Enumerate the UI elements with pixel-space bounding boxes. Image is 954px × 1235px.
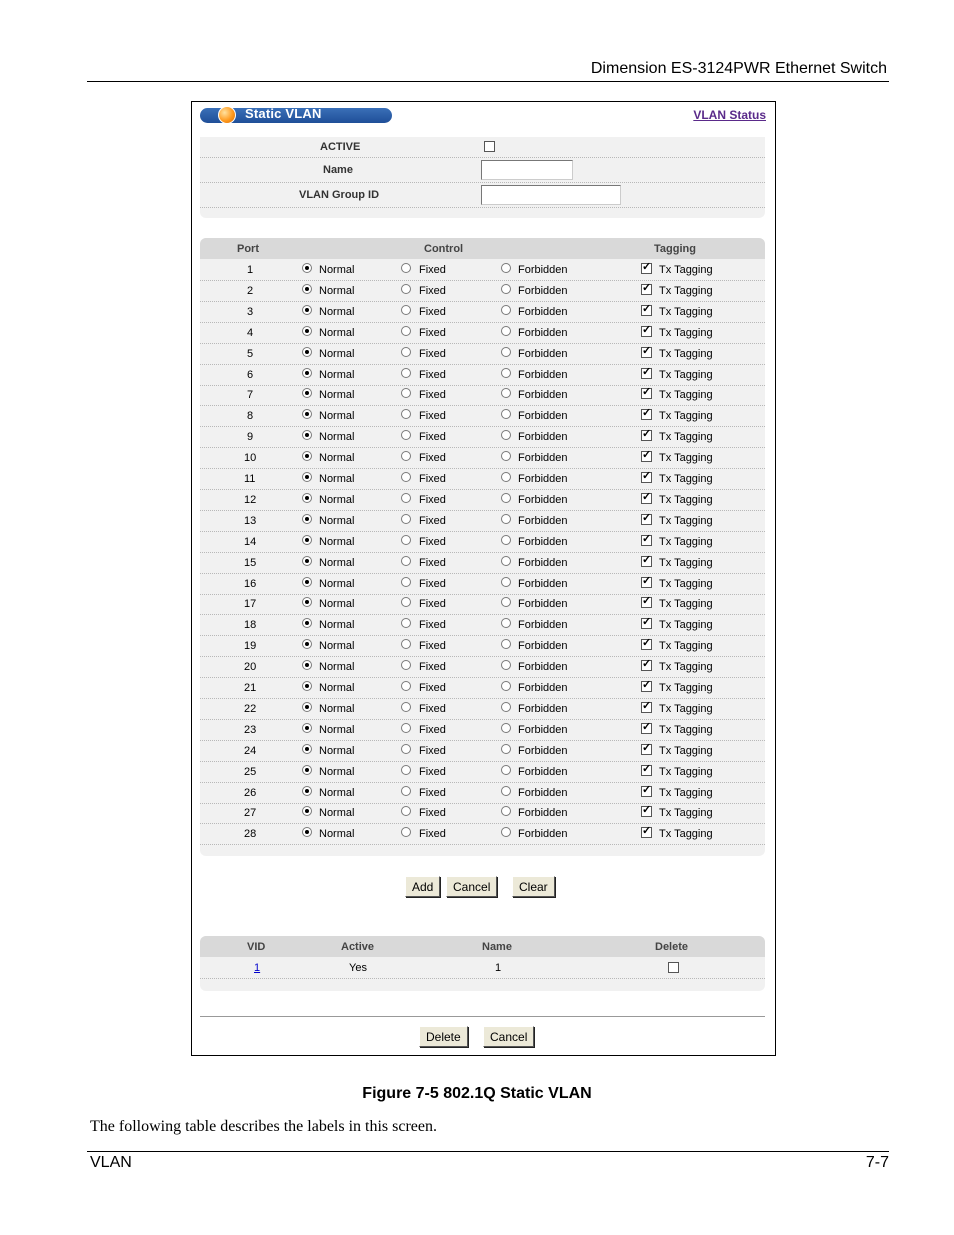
tx-tagging-label: Tx Tagging [659, 452, 713, 465]
form-row-active [200, 137, 765, 158]
name-value: 1 [495, 962, 502, 974]
control-normal-label: Normal [319, 786, 355, 799]
control-forbidden-label: Forbidden [518, 493, 568, 506]
tx-tagging-checkbox[interactable] [641, 660, 652, 671]
control-fixed-label: Fixed [419, 473, 446, 485]
control-normal-label: Normal [319, 807, 355, 820]
tx-tagging-label: Tx Tagging [659, 556, 713, 569]
tx-tagging-label: Tx Tagging [659, 598, 713, 611]
panel-title: Static VLAN [245, 106, 322, 121]
tx-tagging-checkbox[interactable] [641, 388, 652, 399]
tx-tagging-checkbox[interactable] [641, 284, 652, 295]
tx-tagging-checkbox[interactable] [641, 765, 652, 776]
control-fixed-label: Fixed [419, 535, 446, 548]
port-number: 26 [244, 786, 257, 799]
control-forbidden-radio[interactable] [501, 305, 511, 315]
port-number: 8 [247, 410, 254, 423]
control-forbidden-radio[interactable] [501, 368, 511, 378]
name-input[interactable] [481, 160, 573, 180]
header-rule [87, 81, 889, 82]
active-value: Yes [349, 962, 367, 974]
tx-tagging-label: Tx Tagging [659, 347, 713, 360]
port-number: 11 [244, 473, 256, 485]
control-forbidden-label: Forbidden [518, 264, 568, 276]
control-normal-radio[interactable] [302, 493, 312, 503]
tx-tagging-label: Tx Tagging [659, 284, 713, 297]
control-normal-label: Normal [319, 577, 355, 590]
control-normal-radio[interactable] [302, 681, 312, 691]
control-normal-radio[interactable] [302, 263, 312, 273]
document-header: Dimension ES-3124PWR Ethernet Switch [590, 60, 887, 77]
port-number: 21 [244, 682, 257, 694]
tx-tagging-checkbox[interactable] [641, 806, 652, 817]
control-normal-radio[interactable] [302, 514, 312, 524]
cancel-button[interactable]: Cancel [446, 876, 497, 897]
control-normal-label: Normal [319, 828, 355, 841]
port-number: 25 [244, 765, 257, 778]
control-normal-radio[interactable] [302, 326, 312, 336]
control-normal-label: Normal [319, 723, 355, 736]
control-forbidden-label: Forbidden [518, 786, 568, 799]
control-fixed-label: Fixed [419, 368, 446, 381]
body-text: The following table describes the labels in this screen. [90, 1118, 438, 1135]
divider [200, 1016, 765, 1017]
port-number: 23 [244, 723, 257, 736]
tx-tagging-checkbox[interactable] [641, 618, 652, 629]
tx-tagging-label: Tx Tagging [659, 702, 713, 715]
port-number: 6 [247, 368, 254, 381]
control-normal-label: Normal [319, 702, 355, 715]
control-forbidden-radio[interactable] [501, 723, 511, 733]
control-normal-radio[interactable] [302, 556, 312, 566]
tx-tagging-label: Tx Tagging [659, 828, 713, 841]
control-normal-label: Normal [319, 661, 355, 674]
control-forbidden-label: Forbidden [518, 389, 568, 402]
control-fixed-label: Fixed [419, 284, 446, 297]
control-fixed-label: Fixed [419, 786, 446, 799]
tx-tagging-checkbox[interactable] [641, 744, 652, 755]
control-fixed-radio[interactable] [401, 263, 411, 273]
port-number: 19 [244, 640, 257, 653]
active-header: Active [341, 941, 375, 953]
name-header: Name [482, 941, 512, 953]
control-forbidden-radio[interactable] [501, 702, 511, 712]
control-normal-radio[interactable] [302, 577, 312, 587]
control-normal-label: Normal [319, 431, 355, 444]
tx-tagging-checkbox[interactable] [641, 723, 652, 734]
tx-tagging-label: Tx Tagging [659, 577, 713, 590]
port-number: 2 [247, 284, 254, 297]
delete-header: Delete [655, 941, 689, 953]
control-fixed-label: Fixed [419, 765, 446, 778]
tx-tagging-checkbox[interactable] [641, 451, 652, 462]
tx-tagging-checkbox[interactable] [641, 493, 652, 504]
control-fixed-label: Fixed [419, 577, 446, 590]
control-normal-label: Normal [319, 284, 355, 297]
control-normal-label: Normal [319, 514, 355, 527]
control-forbidden-radio[interactable] [501, 681, 511, 691]
control-fixed-label: Fixed [419, 828, 446, 841]
port-number: 24 [244, 744, 257, 757]
control-forbidden-label: Forbidden [518, 765, 568, 778]
tx-tagging-label: Tx Tagging [659, 640, 713, 653]
delete-checkbox[interactable] [668, 962, 679, 973]
control-normal-radio[interactable] [302, 284, 312, 294]
control-fixed-radio[interactable] [401, 368, 411, 378]
control-normal-label: Normal [319, 682, 355, 694]
control-normal-label: Normal [319, 264, 355, 276]
port-number: 16 [244, 577, 257, 590]
tx-tagging-checkbox[interactable] [641, 263, 652, 274]
control-fixed-label: Fixed [419, 598, 446, 611]
control-forbidden-label: Forbidden [518, 598, 568, 611]
tx-tagging-label: Tx Tagging [659, 389, 713, 402]
control-normal-label: Normal [319, 452, 355, 465]
control-forbidden-radio[interactable] [501, 326, 511, 336]
control-fixed-label: Fixed [419, 347, 446, 360]
tx-tagging-checkbox[interactable] [641, 472, 652, 483]
control-normal-label: Normal [319, 368, 355, 381]
tx-tagging-label: Tx Tagging [659, 723, 713, 736]
port-number: 10 [244, 452, 257, 465]
footer-section: VLAN [90, 1154, 132, 1171]
tx-tagging-label: Tx Tagging [659, 473, 713, 485]
clear-button[interactable]: Clear [512, 876, 555, 897]
control-fixed-label: Fixed [419, 389, 446, 402]
tx-tagging-label: Tx Tagging [659, 619, 713, 632]
control-fixed-radio[interactable] [401, 765, 411, 775]
control-normal-label: Normal [319, 598, 355, 611]
control-normal-radio[interactable] [302, 347, 312, 357]
control-fixed-radio[interactable] [401, 514, 411, 524]
port-number: 28 [244, 828, 257, 841]
port-number: 12 [244, 493, 257, 506]
tx-tagging-label: Tx Tagging [659, 765, 713, 778]
control-forbidden-label: Forbidden [518, 305, 568, 318]
control-normal-label: Normal [319, 410, 355, 423]
control-forbidden-label: Forbidden [518, 556, 568, 569]
control-fixed-radio[interactable] [401, 786, 411, 796]
port-number: 22 [244, 702, 257, 715]
name-label: Name [323, 164, 353, 176]
tx-tagging-label: Tx Tagging [659, 368, 713, 381]
control-normal-radio[interactable] [302, 765, 312, 775]
control-normal-label: Normal [319, 347, 355, 360]
tx-tagging-label: Tx Tagging [659, 535, 713, 548]
port-number: 18 [244, 619, 257, 632]
vlan-group-id-label: VLAN Group ID [299, 189, 380, 201]
port-number: 15 [244, 556, 257, 569]
control-fixed-label: Fixed [419, 682, 446, 694]
control-normal-label: Normal [319, 493, 355, 506]
control-forbidden-label: Forbidden [518, 410, 568, 423]
control-normal-radio[interactable] [302, 744, 312, 754]
control-forbidden-label: Forbidden [518, 682, 568, 694]
control-normal-label: Normal [319, 640, 355, 653]
control-forbidden-label: Forbidden [518, 702, 568, 715]
tx-tagging-label: Tx Tagging [659, 305, 713, 318]
control-forbidden-radio[interactable] [501, 493, 511, 503]
control-normal-radio[interactable] [302, 702, 312, 712]
control-normal-radio[interactable] [302, 786, 312, 796]
control-fixed-label: Fixed [419, 493, 446, 506]
footer-rule [87, 1151, 889, 1152]
tx-tagging-label: Tx Tagging [659, 326, 713, 339]
control-fixed-label: Fixed [419, 744, 446, 757]
tx-tagging-label: Tx Tagging [659, 744, 713, 757]
control-normal-radio[interactable] [302, 305, 312, 315]
active-checkbox[interactable] [484, 141, 495, 152]
control-fixed-label: Fixed [419, 305, 446, 318]
control-normal-label: Normal [319, 765, 355, 778]
control-forbidden-radio[interactable] [501, 347, 511, 357]
control-fixed-label: Fixed [419, 640, 446, 653]
control-forbidden-label: Forbidden [518, 347, 568, 360]
tx-tagging-checkbox[interactable] [641, 514, 652, 525]
control-fixed-label: Fixed [419, 556, 446, 569]
figure-caption: Figure 7-5 802.1Q Static VLAN [362, 1085, 592, 1102]
control-forbidden-radio[interactable] [501, 577, 511, 587]
control-forbidden-label: Forbidden [518, 452, 568, 465]
control-normal-label: Normal [319, 556, 355, 569]
vid-header: VID [247, 941, 266, 953]
tagging-header: Tagging [654, 243, 696, 255]
tx-tagging-label: Tx Tagging [659, 786, 713, 799]
cancel-delete-button[interactable]: Cancel [483, 1026, 534, 1047]
control-fixed-radio[interactable] [401, 723, 411, 733]
port-number: 27 [244, 807, 257, 820]
control-normal-label: Normal [319, 619, 355, 632]
control-fixed-radio[interactable] [401, 577, 411, 587]
port-number: 7 [247, 389, 254, 402]
control-fixed-label: Fixed [419, 807, 446, 820]
control-fixed-label: Fixed [419, 326, 446, 339]
control-forbidden-label: Forbidden [518, 284, 568, 297]
control-forbidden-label: Forbidden [518, 577, 568, 590]
tx-tagging-label: Tx Tagging [659, 493, 713, 506]
vlan-group-id-input[interactable] [481, 185, 621, 205]
control-forbidden-radio[interactable] [501, 535, 511, 545]
tx-tagging-checkbox[interactable] [641, 639, 652, 650]
control-forbidden-label: Forbidden [518, 723, 568, 736]
control-normal-label: Normal [319, 744, 355, 757]
control-forbidden-radio[interactable] [501, 765, 511, 775]
control-fixed-radio[interactable] [401, 535, 411, 545]
control-forbidden-radio[interactable] [501, 786, 511, 796]
tx-tagging-label: Tx Tagging [659, 661, 713, 674]
port-number: 3 [247, 305, 254, 318]
tx-tagging-checkbox[interactable] [641, 556, 652, 567]
control-fixed-label: Fixed [419, 723, 446, 736]
control-forbidden-label: Forbidden [518, 619, 568, 632]
delete-button[interactable]: Delete [419, 1026, 468, 1047]
tx-tagging-checkbox[interactable] [641, 430, 652, 441]
control-normal-label: Normal [319, 535, 355, 548]
control-forbidden-label: Forbidden [518, 473, 568, 485]
control-normal-radio[interactable] [302, 472, 312, 482]
control-fixed-radio[interactable] [401, 493, 411, 503]
control-normal-radio[interactable] [302, 535, 312, 545]
tx-tagging-checkbox[interactable] [641, 535, 652, 546]
control-forbidden-label: Forbidden [518, 368, 568, 381]
tx-tagging-checkbox[interactable] [641, 681, 652, 692]
vlan-status-link[interactable]: VLAN Status [693, 108, 766, 122]
port-number: 9 [247, 431, 254, 444]
vid-link[interactable]: 1 [254, 962, 261, 974]
add-button[interactable]: Add [405, 876, 440, 897]
control-forbidden-radio[interactable] [501, 556, 511, 566]
control-forbidden-label: Forbidden [518, 431, 568, 444]
port-number: 20 [244, 661, 257, 674]
tx-tagging-label: Tx Tagging [659, 410, 713, 423]
control-forbidden-label: Forbidden [518, 535, 568, 548]
tx-tagging-checkbox[interactable] [641, 577, 652, 588]
tx-tagging-checkbox[interactable] [641, 409, 652, 420]
port-number: 5 [247, 347, 254, 360]
control-normal-label: Normal [319, 389, 355, 402]
tx-tagging-checkbox[interactable] [641, 597, 652, 608]
control-fixed-radio[interactable] [401, 326, 411, 336]
control-forbidden-label: Forbidden [518, 326, 568, 339]
control-forbidden-radio[interactable] [501, 514, 511, 524]
control-fixed-label: Fixed [419, 661, 446, 674]
control-fixed-radio[interactable] [401, 347, 411, 357]
control-normal-radio[interactable] [302, 723, 312, 733]
port-number: 14 [244, 535, 257, 548]
orange-ball-icon [218, 106, 236, 124]
control-forbidden-label: Forbidden [518, 661, 568, 674]
table-row [200, 958, 765, 979]
port-number: 4 [247, 326, 254, 339]
control-fixed-label: Fixed [419, 702, 446, 715]
control-forbidden-label: Forbidden [518, 807, 568, 820]
tx-tagging-label: Tx Tagging [659, 264, 713, 276]
control-fixed-radio[interactable] [401, 702, 411, 712]
control-fixed-radio[interactable] [401, 681, 411, 691]
control-forbidden-label: Forbidden [518, 640, 568, 653]
active-label: ACTIVE [320, 141, 361, 153]
control-header: Control [424, 243, 464, 255]
control-normal-label: Normal [319, 305, 355, 318]
control-forbidden-radio[interactable] [501, 744, 511, 754]
port-number: 13 [244, 514, 257, 527]
control-fixed-label: Fixed [419, 431, 446, 444]
port-number: 1 [247, 264, 254, 276]
control-fixed-radio[interactable] [401, 284, 411, 294]
port-number: 17 [244, 598, 257, 611]
control-fixed-radio[interactable] [401, 556, 411, 566]
control-forbidden-label: Forbidden [518, 828, 568, 841]
control-fixed-radio[interactable] [401, 472, 411, 482]
tx-tagging-checkbox[interactable] [641, 326, 652, 337]
control-normal-label: Normal [319, 326, 355, 339]
tx-tagging-checkbox[interactable] [641, 347, 652, 358]
control-fixed-label: Fixed [419, 264, 446, 276]
tx-tagging-label: Tx Tagging [659, 807, 713, 820]
tx-tagging-label: Tx Tagging [659, 514, 713, 527]
control-forbidden-radio[interactable] [501, 472, 511, 482]
control-forbidden-radio[interactable] [501, 284, 511, 294]
control-fixed-label: Fixed [419, 619, 446, 632]
tx-tagging-label: Tx Tagging [659, 682, 713, 694]
control-fixed-label: Fixed [419, 452, 446, 465]
page-number: 7-7 [865, 1154, 889, 1171]
tx-tagging-checkbox[interactable] [641, 305, 652, 316]
control-normal-radio[interactable] [302, 368, 312, 378]
control-forbidden-radio[interactable] [501, 263, 511, 273]
port-header: Port [237, 243, 259, 255]
tx-tagging-checkbox[interactable] [641, 368, 652, 379]
tx-tagging-checkbox[interactable] [641, 786, 652, 797]
tx-tagging-checkbox[interactable] [641, 702, 652, 713]
control-fixed-radio[interactable] [401, 305, 411, 315]
tx-tagging-checkbox[interactable] [641, 827, 652, 838]
control-fixed-label: Fixed [419, 410, 446, 423]
control-forbidden-label: Forbidden [518, 514, 568, 527]
tx-tagging-label: Tx Tagging [659, 431, 713, 444]
control-fixed-label: Fixed [419, 514, 446, 527]
control-forbidden-label: Forbidden [518, 744, 568, 757]
control-fixed-radio[interactable] [401, 744, 411, 754]
control-normal-label: Normal [319, 473, 355, 485]
